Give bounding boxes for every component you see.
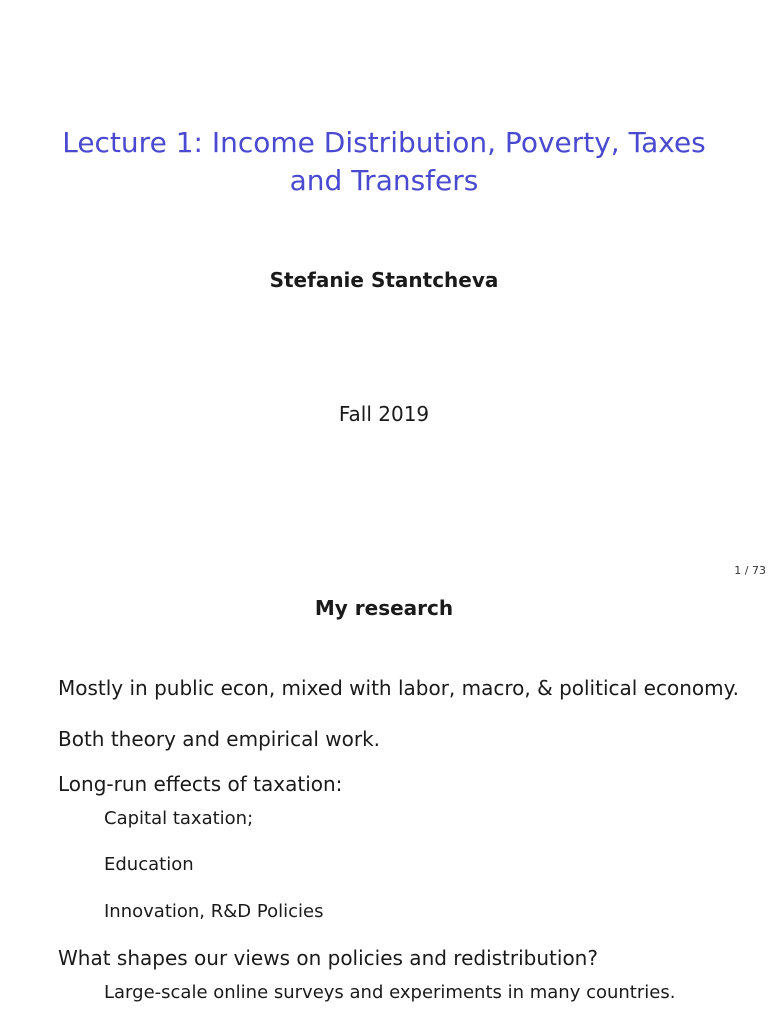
lecture-date: Fall 2019	[338, 402, 430, 426]
lecture-title: Lecture 1: Income Distribution, Poverty, Taxes and Transfers	[62, 126, 706, 197]
research-item: What shapes our views on policies and redistribution?	[58, 946, 598, 970]
research-slide	[0, 582, 768, 1024]
research-item: Both theory and empirical work.	[58, 727, 381, 751]
research-subitem: Capital taxation;	[104, 808, 254, 829]
research-item: Long-run effects of taxation:	[58, 772, 343, 796]
research-subitem: Innovation, R&D Policies	[104, 901, 324, 922]
frame-title: My research	[314, 596, 454, 620]
author-name: Stefanie Stantcheva	[269, 268, 499, 292]
research-subitem: Large-scale online surveys and experiments in many countries.	[104, 982, 676, 1003]
research-subitem: Education	[104, 854, 194, 875]
research-item: Mostly in public econ, mixed with labor, macro, & political economy.	[58, 676, 739, 700]
page-number: 1 / 73	[734, 564, 766, 577]
